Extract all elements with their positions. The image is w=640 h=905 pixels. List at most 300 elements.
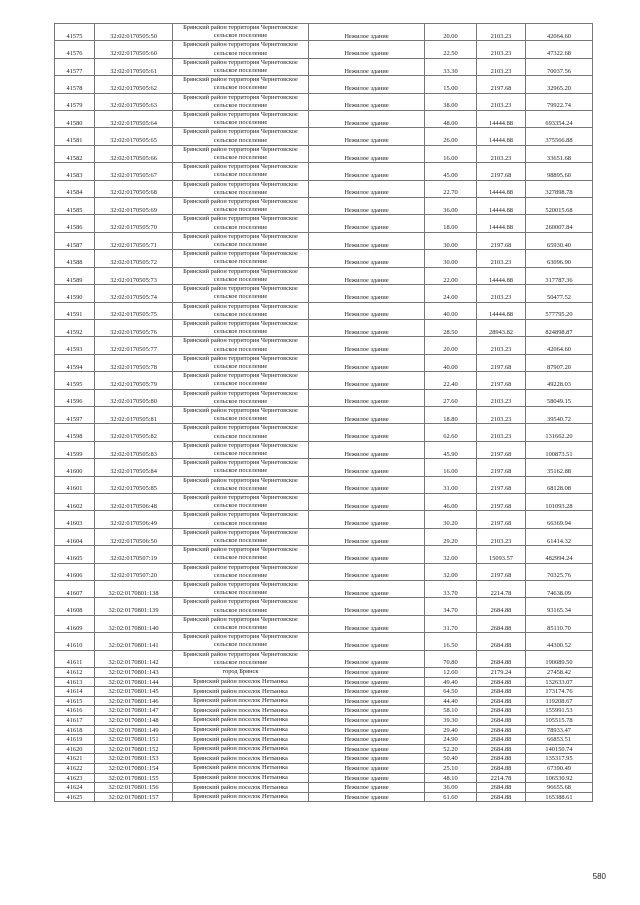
table-row bbox=[55, 41, 593, 58]
row-number-cell: 41586 bbox=[55, 215, 95, 232]
area-cell: 31.70 bbox=[425, 615, 477, 632]
specific-value-cell: 2684.88 bbox=[477, 598, 526, 615]
address-cell: Брянский район территория Чернетовское сельское поселение bbox=[173, 615, 309, 632]
specific-value-cell: 15093.57 bbox=[477, 546, 526, 563]
row-number-cell: 41587 bbox=[55, 232, 95, 249]
cadastral-number-cell: 32:02:0170505:70 bbox=[95, 215, 173, 232]
area-cell: 48.10 bbox=[425, 773, 477, 783]
table-row bbox=[55, 424, 593, 441]
row-number-cell: 41623 bbox=[55, 773, 95, 783]
row-number-cell: 41622 bbox=[55, 763, 95, 773]
object-type-cell: Нежилое здание bbox=[309, 41, 425, 58]
address-cell: Брянский район территория Чернетовское сельское поселение bbox=[173, 650, 309, 667]
cadastral-number-cell: 32:02:0170505:77 bbox=[95, 337, 173, 354]
object-type-cell: Нежилое здание bbox=[309, 677, 425, 687]
object-type-cell: Нежилое здание bbox=[309, 792, 425, 802]
specific-value-cell: 2684.88 bbox=[477, 687, 526, 697]
cadastral-number-cell: 32:02:0170505:83 bbox=[95, 441, 173, 458]
object-type-cell: Нежилое здание bbox=[309, 735, 425, 745]
cadastral-value-cell: 70325.76 bbox=[526, 563, 593, 580]
object-type-cell: Нежилое здание bbox=[309, 58, 425, 75]
table-row bbox=[55, 563, 593, 580]
object-type-cell: Нежилое здание bbox=[309, 476, 425, 493]
specific-value-cell: 2103.23 bbox=[477, 285, 526, 302]
table-row bbox=[55, 250, 593, 267]
area-cell: 32.00 bbox=[425, 546, 477, 563]
cadastral-value-cell: 131662.20 bbox=[526, 424, 593, 441]
object-type-cell: Нежилое здание bbox=[309, 706, 425, 716]
specific-value-cell: 2684.88 bbox=[477, 725, 526, 735]
table-row bbox=[55, 24, 593, 41]
address-cell: Брянский район поселок Нетьинка bbox=[173, 706, 309, 716]
address-cell: Брянский район территория Чернетовское сельское поселение bbox=[173, 633, 309, 650]
specific-value-cell: 2103.23 bbox=[477, 24, 526, 41]
cadastral-value-cell: 577795.20 bbox=[526, 302, 593, 319]
cadastral-number-cell: 32:02:0170505:72 bbox=[95, 250, 173, 267]
table-row bbox=[55, 493, 593, 510]
cadastral-value-cell: 173174.76 bbox=[526, 687, 593, 697]
specific-value-cell: 2684.88 bbox=[477, 754, 526, 764]
area-cell: 22.50 bbox=[425, 41, 477, 58]
address-cell: Брянский район территория Чернетовское сельское поселение bbox=[173, 459, 309, 476]
area-cell: 16.50 bbox=[425, 633, 477, 650]
address-cell: Брянский район территория Чернетовское сельское поселение bbox=[173, 493, 309, 510]
address-cell: Брянский район поселок Нетьинка bbox=[173, 716, 309, 726]
cadastral-number-cell: 32:02:0170505:79 bbox=[95, 372, 173, 389]
address-cell: Брянский район территория Чернетовское сельское поселение bbox=[173, 180, 309, 197]
cadastral-number-cell: 32:02:0170801:142 bbox=[95, 650, 173, 667]
cadastral-number-cell: 32:02:0170505:84 bbox=[95, 459, 173, 476]
table-row bbox=[55, 725, 593, 735]
object-type-cell: Нежилое здание bbox=[309, 528, 425, 545]
property-table-body bbox=[55, 24, 593, 802]
address-cell: Брянский район территория Чернетовское сельское поселение bbox=[173, 24, 309, 41]
row-number-cell: 41618 bbox=[55, 725, 95, 735]
cadastral-value-cell: 190089.50 bbox=[526, 650, 593, 667]
area-cell: 45.00 bbox=[425, 163, 477, 180]
cadastral-value-cell: 85110.70 bbox=[526, 615, 593, 632]
area-cell: 48.00 bbox=[425, 111, 477, 128]
specific-value-cell: 2197.68 bbox=[477, 232, 526, 249]
table-row bbox=[55, 285, 593, 302]
cadastral-number-cell: 32:02:0170801:143 bbox=[95, 668, 173, 678]
object-type-cell: Нежилое здание bbox=[309, 215, 425, 232]
area-cell: 33.70 bbox=[425, 581, 477, 598]
area-cell: 45.90 bbox=[425, 441, 477, 458]
cadastral-value-cell: 520015.68 bbox=[526, 198, 593, 215]
table-row bbox=[55, 163, 593, 180]
cadastral-number-cell: 32:02:0170505:71 bbox=[95, 232, 173, 249]
specific-value-cell: 2103.23 bbox=[477, 250, 526, 267]
object-type-cell: Нежилое здание bbox=[309, 128, 425, 145]
table-row bbox=[55, 76, 593, 93]
specific-value-cell: 14444.88 bbox=[477, 128, 526, 145]
area-cell: 25.10 bbox=[425, 763, 477, 773]
table-row bbox=[55, 528, 593, 545]
row-number-cell: 41610 bbox=[55, 633, 95, 650]
row-number-cell: 41624 bbox=[55, 783, 95, 793]
row-number-cell: 41576 bbox=[55, 41, 95, 58]
cadastral-value-cell: 70037.56 bbox=[526, 58, 593, 75]
row-number-cell: 41596 bbox=[55, 389, 95, 406]
area-cell: 49.40 bbox=[425, 677, 477, 687]
cadastral-number-cell: 32:02:0170505:75 bbox=[95, 302, 173, 319]
area-cell: 31.00 bbox=[425, 476, 477, 493]
row-number-cell: 41603 bbox=[55, 511, 95, 528]
area-cell: 61.60 bbox=[425, 792, 477, 802]
area-cell: 36.00 bbox=[425, 783, 477, 793]
area-cell: 30.20 bbox=[425, 511, 477, 528]
specific-value-cell: 2197.68 bbox=[477, 493, 526, 510]
table-row bbox=[55, 546, 593, 563]
specific-value-cell: 2214.78 bbox=[477, 773, 526, 783]
object-type-cell: Нежилое здание bbox=[309, 615, 425, 632]
table-row bbox=[55, 511, 593, 528]
row-number-cell: 41589 bbox=[55, 267, 95, 284]
cadastral-number-cell: 32:02:0170801:151 bbox=[95, 735, 173, 745]
cadastral-value-cell: 98895.60 bbox=[526, 163, 593, 180]
cadastral-value-cell: 35162.88 bbox=[526, 459, 593, 476]
specific-value-cell: 2103.23 bbox=[477, 424, 526, 441]
specific-value-cell: 2684.88 bbox=[477, 677, 526, 687]
specific-value-cell: 2197.68 bbox=[477, 441, 526, 458]
cadastral-number-cell: 32:02:0170505:80 bbox=[95, 389, 173, 406]
object-type-cell: Нежилое здание bbox=[309, 372, 425, 389]
row-number-cell: 41619 bbox=[55, 735, 95, 745]
cadastral-value-cell: 105515.78 bbox=[526, 716, 593, 726]
row-number-cell: 41582 bbox=[55, 145, 95, 162]
table-row bbox=[55, 783, 593, 793]
cadastral-number-cell: 32:02:0170505:78 bbox=[95, 354, 173, 371]
area-cell: 18.80 bbox=[425, 406, 477, 423]
cadastral-number-cell: 32:02:0170505:66 bbox=[95, 145, 173, 162]
cadastral-value-cell: 78933.47 bbox=[526, 725, 593, 735]
table-row bbox=[55, 372, 593, 389]
specific-value-cell: 2103.23 bbox=[477, 528, 526, 545]
cadastral-value-cell: 49228.03 bbox=[526, 372, 593, 389]
cadastral-value-cell: 132633.07 bbox=[526, 677, 593, 687]
object-type-cell: Нежилое здание bbox=[309, 598, 425, 615]
address-cell: город Брянск bbox=[173, 668, 309, 678]
row-number-cell: 41583 bbox=[55, 163, 95, 180]
object-type-cell: Нежилое здание bbox=[309, 424, 425, 441]
area-cell: 52.20 bbox=[425, 744, 477, 754]
area-cell: 16.00 bbox=[425, 145, 477, 162]
address-cell: Брянский район поселок Нетьинка bbox=[173, 773, 309, 783]
specific-value-cell: 2684.88 bbox=[477, 650, 526, 667]
cadastral-value-cell: 66853.51 bbox=[526, 735, 593, 745]
address-cell: Брянский район территория Чернетовское сельское поселение bbox=[173, 163, 309, 180]
cadastral-value-cell: 106530.92 bbox=[526, 773, 593, 783]
object-type-cell: Нежилое здание bbox=[309, 285, 425, 302]
object-type-cell: Нежилое здание bbox=[309, 163, 425, 180]
specific-value-cell: 2197.68 bbox=[477, 563, 526, 580]
table-row bbox=[55, 406, 593, 423]
object-type-cell: Нежилое здание bbox=[309, 267, 425, 284]
cadastral-number-cell: 32:02:0170505:85 bbox=[95, 476, 173, 493]
specific-value-cell: 2684.88 bbox=[477, 744, 526, 754]
cadastral-number-cell: 32:02:0170801:141 bbox=[95, 633, 173, 650]
row-number-cell: 41593 bbox=[55, 337, 95, 354]
address-cell: Брянский район поселок Нетьинка bbox=[173, 725, 309, 735]
row-number-cell: 41621 bbox=[55, 754, 95, 764]
address-cell: Брянский район территория Чернетовское сельское поселение bbox=[173, 546, 309, 563]
table-row bbox=[55, 668, 593, 678]
address-cell: Брянский район территория Чернетовское сельское поселение bbox=[173, 111, 309, 128]
cadastral-value-cell: 50477.52 bbox=[526, 285, 593, 302]
cadastral-value-cell: 165388.61 bbox=[526, 792, 593, 802]
object-type-cell: Нежилое здание bbox=[309, 111, 425, 128]
table-row bbox=[55, 744, 593, 754]
cadastral-number-cell: 32:02:0170505:81 bbox=[95, 406, 173, 423]
area-cell: 18.00 bbox=[425, 215, 477, 232]
address-cell: Брянский район территория Чернетовское сельское поселение bbox=[173, 563, 309, 580]
address-cell: Брянский район территория Чернетовское сельское поселение bbox=[173, 476, 309, 493]
cadastral-number-cell: 32:02:0170801:146 bbox=[95, 696, 173, 706]
object-type-cell: Нежилое здание bbox=[309, 319, 425, 336]
object-type-cell: Нежилое здание bbox=[309, 763, 425, 773]
table-row bbox=[55, 198, 593, 215]
address-cell: Брянский район территория Чернетовское сельское поселение bbox=[173, 58, 309, 75]
address-cell: Брянский район территория Чернетовское сельское поселение bbox=[173, 372, 309, 389]
address-cell: Брянский район территория Чернетовское сельское поселение bbox=[173, 215, 309, 232]
area-cell: 22.00 bbox=[425, 267, 477, 284]
row-number-cell: 41580 bbox=[55, 111, 95, 128]
cadastral-number-cell: 32:02:0170505:73 bbox=[95, 267, 173, 284]
object-type-cell: Нежилое здание bbox=[309, 546, 425, 563]
cadastral-number-cell: 32:02:0170801:152 bbox=[95, 744, 173, 754]
table-row bbox=[55, 215, 593, 232]
cadastral-value-cell: 32965.20 bbox=[526, 76, 593, 93]
address-cell: Брянский район поселок Нетьинка bbox=[173, 677, 309, 687]
address-cell: Брянский район территория Чернетовское сельское поселение bbox=[173, 511, 309, 528]
object-type-cell: Нежилое здание bbox=[309, 744, 425, 754]
table-row bbox=[55, 128, 593, 145]
row-number-cell: 41615 bbox=[55, 696, 95, 706]
specific-value-cell: 2103.23 bbox=[477, 41, 526, 58]
object-type-cell: Нежилое здание bbox=[309, 511, 425, 528]
address-cell: Брянский район территория Чернетовское сельское поселение bbox=[173, 76, 309, 93]
cadastral-number-cell: 32:02:0170505:67 bbox=[95, 163, 173, 180]
row-number-cell: 41605 bbox=[55, 546, 95, 563]
specific-value-cell: 2197.68 bbox=[477, 76, 526, 93]
address-cell: Брянский район поселок Нетьинка bbox=[173, 696, 309, 706]
cadastral-number-cell: 32:02:0170506:50 bbox=[95, 528, 173, 545]
table-row bbox=[55, 337, 593, 354]
cadastral-value-cell: 96655.68 bbox=[526, 783, 593, 793]
row-number-cell: 41575 bbox=[55, 24, 95, 41]
area-cell: 29.20 bbox=[425, 528, 477, 545]
object-type-cell: Нежилое здание bbox=[309, 783, 425, 793]
specific-value-cell: 2103.23 bbox=[477, 389, 526, 406]
cadastral-number-cell: 32:02:0170801:145 bbox=[95, 687, 173, 697]
row-number-cell: 41600 bbox=[55, 459, 95, 476]
area-cell: 38.00 bbox=[425, 93, 477, 110]
page-number: 580 bbox=[592, 872, 606, 881]
cadastral-value-cell: 61414.32 bbox=[526, 528, 593, 545]
row-number-cell: 41606 bbox=[55, 563, 95, 580]
cadastral-value-cell: 155991.53 bbox=[526, 706, 593, 716]
object-type-cell: Нежилое здание bbox=[309, 493, 425, 510]
table-row bbox=[55, 773, 593, 783]
object-type-cell: Нежилое здание bbox=[309, 725, 425, 735]
cadastral-value-cell: 375566.88 bbox=[526, 128, 593, 145]
table-row bbox=[55, 180, 593, 197]
cadastral-number-cell: 32:02:0170801:139 bbox=[95, 598, 173, 615]
address-cell: Брянский район территория Чернетовское сельское поселение bbox=[173, 389, 309, 406]
table-row bbox=[55, 754, 593, 764]
table-row bbox=[55, 696, 593, 706]
cadastral-number-cell: 32:02:0170505:69 bbox=[95, 198, 173, 215]
object-type-cell: Нежилое здание bbox=[309, 354, 425, 371]
address-cell: Брянский район территория Чернетовское сельское поселение bbox=[173, 354, 309, 371]
cadastral-value-cell: 63096.90 bbox=[526, 250, 593, 267]
table-row bbox=[55, 354, 593, 371]
cadastral-value-cell: 482994.24 bbox=[526, 546, 593, 563]
object-type-cell: Нежилое здание bbox=[309, 180, 425, 197]
specific-value-cell: 2684.88 bbox=[477, 716, 526, 726]
table-row bbox=[55, 735, 593, 745]
specific-value-cell: 14444.88 bbox=[477, 215, 526, 232]
address-cell: Брянский район территория Чернетовское сельское поселение bbox=[173, 424, 309, 441]
object-type-cell: Нежилое здание bbox=[309, 389, 425, 406]
area-cell: 30.00 bbox=[425, 232, 477, 249]
address-cell: Брянский район территория Чернетовское сельское поселение bbox=[173, 406, 309, 423]
table-row bbox=[55, 706, 593, 716]
specific-value-cell: 2197.68 bbox=[477, 476, 526, 493]
specific-value-cell: 2197.68 bbox=[477, 511, 526, 528]
row-number-cell: 41608 bbox=[55, 598, 95, 615]
address-cell: Брянский район территория Чернетовское сельское поселение bbox=[173, 581, 309, 598]
object-type-cell: Нежилое здание bbox=[309, 563, 425, 580]
table-row bbox=[55, 598, 593, 615]
area-cell: 15.00 bbox=[425, 76, 477, 93]
row-number-cell: 41594 bbox=[55, 354, 95, 371]
address-cell: Брянский район поселок Нетьинка bbox=[173, 735, 309, 745]
row-number-cell: 41616 bbox=[55, 706, 95, 716]
area-cell: 36.00 bbox=[425, 198, 477, 215]
table-row bbox=[55, 111, 593, 128]
area-cell: 46.00 bbox=[425, 493, 477, 510]
area-cell: 39.30 bbox=[425, 716, 477, 726]
area-cell: 20.00 bbox=[425, 24, 477, 41]
row-number-cell: 41579 bbox=[55, 93, 95, 110]
object-type-cell: Нежилое здание bbox=[309, 232, 425, 249]
cadastral-number-cell: 32:02:0170801:147 bbox=[95, 706, 173, 716]
specific-value-cell: 2684.88 bbox=[477, 633, 526, 650]
address-cell: Брянский район территория Чернетовское сельское поселение bbox=[173, 198, 309, 215]
table-row bbox=[55, 763, 593, 773]
cadastral-number-cell: 32:02:0170801:154 bbox=[95, 763, 173, 773]
area-cell: 26.00 bbox=[425, 128, 477, 145]
address-cell: Брянский район поселок Нетьинка bbox=[173, 783, 309, 793]
cadastral-number-cell: 32:02:0170507:19 bbox=[95, 546, 173, 563]
row-number-cell: 41612 bbox=[55, 668, 95, 678]
cadastral-number-cell: 32:02:0170505:76 bbox=[95, 319, 173, 336]
row-number-cell: 41617 bbox=[55, 716, 95, 726]
address-cell: Брянский район территория Чернетовское сельское поселение bbox=[173, 250, 309, 267]
row-number-cell: 41578 bbox=[55, 76, 95, 93]
specific-value-cell: 2197.68 bbox=[477, 163, 526, 180]
address-cell: Брянский район поселок Нетьинка bbox=[173, 687, 309, 697]
area-cell: 70.80 bbox=[425, 650, 477, 667]
cadastral-value-cell: 79922.74 bbox=[526, 93, 593, 110]
object-type-cell: Нежилое здание bbox=[309, 696, 425, 706]
specific-value-cell: 2684.88 bbox=[477, 696, 526, 706]
object-type-cell: Нежилое здание bbox=[309, 459, 425, 476]
table-row bbox=[55, 389, 593, 406]
specific-value-cell: 2684.88 bbox=[477, 783, 526, 793]
cadastral-number-cell: 32:02:0170505:62 bbox=[95, 76, 173, 93]
area-cell: 16.00 bbox=[425, 459, 477, 476]
address-cell: Брянский район территория Чернетовское сельское поселение bbox=[173, 528, 309, 545]
specific-value-cell: 14444.88 bbox=[477, 111, 526, 128]
address-cell: Брянский район территория Чернетовское сельское поселение bbox=[173, 319, 309, 336]
specific-value-cell: 2684.88 bbox=[477, 615, 526, 632]
cadastral-number-cell: 32:02:0170505:61 bbox=[95, 58, 173, 75]
row-number-cell: 41599 bbox=[55, 441, 95, 458]
cadastral-number-cell: 32:02:0170801:140 bbox=[95, 615, 173, 632]
cadastral-number-cell: 32:02:0170505:82 bbox=[95, 424, 173, 441]
cadastral-number-cell: 32:02:0170505:65 bbox=[95, 128, 173, 145]
cadastral-value-cell: 100873.51 bbox=[526, 441, 593, 458]
address-cell: Брянский район территория Чернетовское сельское поселение bbox=[173, 128, 309, 145]
object-type-cell: Нежилое здание bbox=[309, 24, 425, 41]
row-number-cell: 41601 bbox=[55, 476, 95, 493]
area-cell: 62.60 bbox=[425, 424, 477, 441]
specific-value-cell: 14444.88 bbox=[477, 198, 526, 215]
cadastral-number-cell: 32:02:0170801:149 bbox=[95, 725, 173, 735]
address-cell: Брянский район поселок Нетьинка bbox=[173, 763, 309, 773]
property-table bbox=[54, 23, 593, 802]
area-cell: 29.40 bbox=[425, 725, 477, 735]
specific-value-cell: 2197.68 bbox=[477, 459, 526, 476]
row-number-cell: 41577 bbox=[55, 58, 95, 75]
table-row bbox=[55, 93, 593, 110]
row-number-cell: 41581 bbox=[55, 128, 95, 145]
object-type-cell: Нежилое здание bbox=[309, 687, 425, 697]
row-number-cell: 41620 bbox=[55, 744, 95, 754]
area-cell: 32.00 bbox=[425, 563, 477, 580]
cadastral-value-cell: 27458.42 bbox=[526, 668, 593, 678]
table-row bbox=[55, 319, 593, 336]
cadastral-number-cell: 32:02:0170801:144 bbox=[95, 677, 173, 687]
cadastral-value-cell: 58049.15 bbox=[526, 389, 593, 406]
table-row bbox=[55, 581, 593, 598]
object-type-cell: Нежилое здание bbox=[309, 302, 425, 319]
table-row bbox=[55, 476, 593, 493]
cadastral-value-cell: 693354.24 bbox=[526, 111, 593, 128]
area-cell: 22.70 bbox=[425, 180, 477, 197]
specific-value-cell: 2197.68 bbox=[477, 354, 526, 371]
cadastral-number-cell: 32:02:0170505:74 bbox=[95, 285, 173, 302]
area-cell: 27.60 bbox=[425, 389, 477, 406]
address-cell: Брянский район территория Чернетовское сельское поселение bbox=[173, 598, 309, 615]
object-type-cell: Нежилое здание bbox=[309, 145, 425, 162]
table-row bbox=[55, 650, 593, 667]
table-row bbox=[55, 687, 593, 697]
cadastral-number-cell: 32:02:0170507:20 bbox=[95, 563, 173, 580]
address-cell: Брянский район территория Чернетовское сельское поселение bbox=[173, 302, 309, 319]
object-type-cell: Нежилое здание bbox=[309, 650, 425, 667]
row-number-cell: 41590 bbox=[55, 285, 95, 302]
table-row bbox=[55, 58, 593, 75]
address-cell: Брянский район территория Чернетовское сельское поселение bbox=[173, 441, 309, 458]
object-type-cell: Нежилое здание bbox=[309, 754, 425, 764]
cadastral-number-cell: 32:02:0170801:156 bbox=[95, 783, 173, 793]
specific-value-cell: 14444.88 bbox=[477, 302, 526, 319]
cadastral-value-cell: 47322.68 bbox=[526, 41, 593, 58]
